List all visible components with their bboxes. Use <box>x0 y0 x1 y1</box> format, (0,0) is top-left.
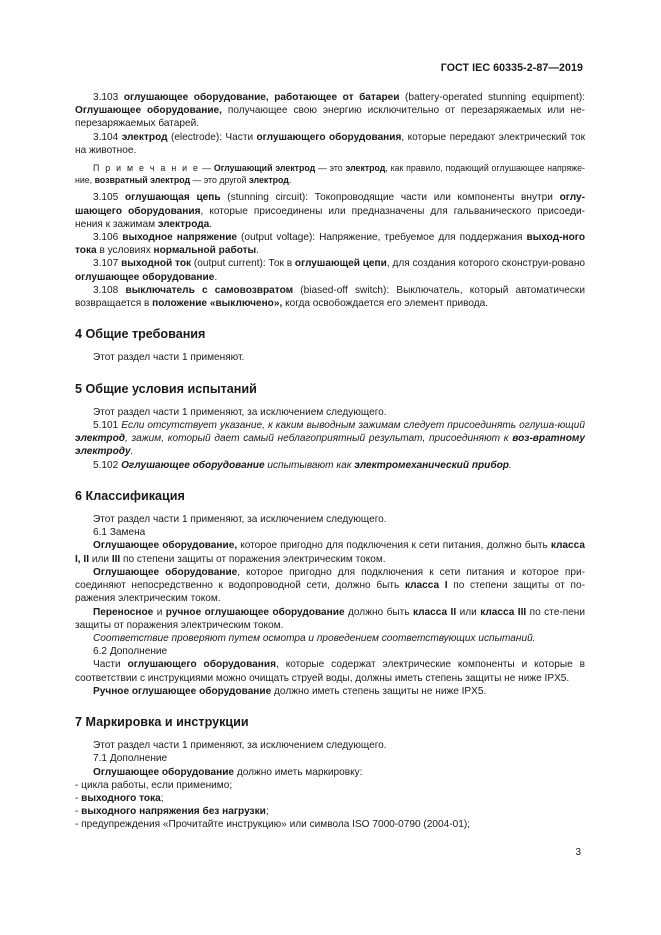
definition-text: (battery-operated stunning equipment): <box>399 92 586 103</box>
clause-text: испытывают как <box>264 459 355 471</box>
term-reference: электрода <box>157 218 210 230</box>
clause-5-102 <box>75 459 585 472</box>
clause-number: 5.101 <box>93 420 122 432</box>
term-reference: Ручное оглушающее оборудование <box>93 685 272 697</box>
definition-text: (electrode): Части <box>167 131 257 143</box>
compliance-statement: Соответствие проверяют путем осмотра и проведением соответствующих испытаний. <box>93 632 536 644</box>
section-4-heading: 4 Общие требования <box>75 327 206 342</box>
clause-text: и <box>153 606 166 618</box>
term-reference: Оглушающее оборудование <box>93 566 238 578</box>
list-item: - цикла работы, если применимо; <box>75 779 233 791</box>
definition-text: . <box>214 271 218 283</box>
clause-text: Части <box>93 659 128 671</box>
term-reference: оглу-шающего оборудования <box>75 192 585 217</box>
clause-text: по степени защиты от по-ражения электрическим током. <box>75 580 585 605</box>
definition-text: в условиях <box>96 245 154 257</box>
clause-text: Если отсутствует указание, к каким выводным зажимам следует присоединять оглуша-ющий <box>121 420 585 432</box>
list-text: ; <box>265 806 269 818</box>
definition-3-105 <box>75 191 585 231</box>
definition-text: , которые присоединены или предназначены для гальванического присоеди-нения к зажимам <box>75 205 585 230</box>
defined-term: выходной ток <box>121 258 192 270</box>
defined-term: выключатель с самовозвратом <box>125 284 294 296</box>
list-item <box>75 792 585 805</box>
clause-number: 3.103 <box>93 92 119 103</box>
subclause-7-1: 7.1 Дополнение <box>93 753 168 765</box>
clause-text: должно иметь маркировку: <box>234 766 363 778</box>
section-7-heading: 7 Маркировка и инструкции <box>75 714 249 729</box>
section-6-heading: 6 Классификация <box>75 488 185 503</box>
term-reference: Оглушающее оборудование, <box>75 105 222 117</box>
term-reference: электромеханический прибор <box>354 459 509 471</box>
note-text: , как правило, подающий оглушающее напряже-ние, <box>75 163 585 186</box>
clause-6-1-para-1 <box>75 539 585 565</box>
subclause-6-2: 6.2 Дополнение <box>93 646 168 658</box>
document-header: ГОСТ IEC 60335-2-87—2019 <box>440 62 583 74</box>
definition-text: когда освобождается его элемент привода. <box>282 298 489 310</box>
section-6-text: Этот раздел части 1 применяют, за исключением следующего. <box>93 514 387 526</box>
section-7-text: Этот раздел части 1 применяют, за исключением следующего. <box>93 740 387 752</box>
clause-number: 3.107 <box>93 258 119 270</box>
clause-text: должно быть <box>344 606 413 618</box>
definition-3-106 <box>75 231 585 257</box>
clause-text: , зажим, который дает самый неблагоприятный результат, присоединяют к <box>125 433 513 445</box>
definition-text: , для создания которого сконструи-ровано <box>386 258 586 270</box>
note-text: . <box>288 175 292 186</box>
note-text: — это <box>315 163 346 174</box>
clause-text: . <box>130 446 134 458</box>
defined-term: выходное напряжение <box>122 232 238 244</box>
clause-text: должно иметь степень защиты не ниже IPX5. <box>271 685 487 697</box>
list-bullet: - <box>75 806 82 818</box>
defined-term: оглушающая цепь <box>124 192 221 204</box>
term-reference: положение «выключено», <box>152 298 283 310</box>
term-reference: оглушающей цепи <box>294 258 387 270</box>
note <box>75 162 585 186</box>
term-reference: класса I, II <box>75 540 585 565</box>
clause-number: 3.105 <box>93 192 119 204</box>
term-reference: электрод <box>75 433 125 445</box>
list-text: ; <box>160 792 164 804</box>
section-5-heading: 5 Общие условия испытаний <box>75 381 257 396</box>
definition-text: получающее свою энергию исключительно от перезаряжаемых или не-перезаряжаемых батарей. <box>75 105 585 130</box>
term-reference: Переносное <box>93 606 154 618</box>
page-content <box>75 91 585 832</box>
clause-6-2-para-1 <box>75 658 585 684</box>
note-label: П р и м е ч а н и е <box>93 163 200 174</box>
note-text: — это другой <box>190 175 249 186</box>
clause-7-1-para-1 <box>75 766 585 779</box>
list-bullet: - <box>75 792 82 804</box>
clause-text: по сте-пени защиты от поражения электрическим током. <box>75 606 585 631</box>
term-reference: воз-вратному электроду <box>75 433 585 458</box>
term-reference: электрод <box>248 175 289 186</box>
term-reference: Оглушающий электрод <box>213 163 316 174</box>
definition-text: , которые передают электрический ток на животное. <box>75 131 585 156</box>
clause-text: или <box>89 553 112 565</box>
list-item <box>75 805 585 818</box>
clause-number: 3.104 <box>93 131 119 143</box>
section-4-text: Этот раздел части 1 применяют. <box>93 352 245 364</box>
term-reference: нормальной работы <box>153 245 257 257</box>
definition-3-108 <box>75 284 585 310</box>
definition-text: . <box>256 245 259 257</box>
clause-number: 3.108 <box>93 284 119 296</box>
term-reference: класса II <box>412 606 457 618</box>
clause-5-101 <box>75 419 585 459</box>
definition-text: (output current): Ток в <box>191 258 295 270</box>
clause-text: или <box>456 606 481 618</box>
clause-6-1-para-2 <box>75 566 585 606</box>
term-reference: оглушающее оборудование <box>75 271 215 283</box>
clause-number: 3.106 <box>93 232 119 244</box>
definition-text: . <box>209 218 213 230</box>
clause-text: , которые содержат электрические компоненты и которые в соответствии с инструкциями можно очищать струей воды, должны иметь степень защиты не ниже IPX5. <box>75 659 585 684</box>
subclause-6-1: 6.1 Замена <box>93 527 146 539</box>
term-reference: Оглушающее оборудование, <box>93 540 238 552</box>
defined-term: электрод <box>121 131 168 143</box>
list-item: - предупреждения «Прочитайте инструкцию» или символа ISO 7000-0790 (2004-01); <box>75 819 470 831</box>
term-reference: оглушающего оборудования <box>256 131 402 143</box>
definition-text: (stunning circuit): Токопроводящие части или компоненты внутри <box>220 192 560 204</box>
page-number: 3 <box>575 847 581 858</box>
term-reference: класса I <box>404 580 448 592</box>
term-reference: Оглушающее оборудование <box>121 459 265 471</box>
term-reference: выходного тока <box>81 792 161 804</box>
definition-3-104 <box>75 131 585 157</box>
clause-6-1-para-3 <box>75 606 585 632</box>
definition-text: (biased-off switch): Выключатель, который автоматически возвращается в <box>75 284 585 310</box>
term-reference: Оглушающее оборудование <box>93 766 235 778</box>
defined-term: оглушающее оборудование, работающее от батареи <box>123 92 400 103</box>
term-reference: электрод <box>345 163 386 174</box>
definition-text: (output voltage): Напряжение, требуемое для поддержания <box>237 232 527 244</box>
term-reference: выход-ного тока <box>75 232 585 257</box>
section-5-text: Этот раздел части 1 применяют, за исключением следующего. <box>93 406 387 418</box>
term-reference: выходного напряжения без нагрузки <box>81 806 266 818</box>
clause-text: . <box>508 459 512 471</box>
term-reference: возвратный электрод <box>94 175 191 186</box>
term-reference: класса III <box>480 606 527 618</box>
clause-text: , которое пригодно для подключения к сети питания и которое при-соединяют непосредственно к водопроводной сети, должно быть <box>75 566 585 592</box>
note-text: — <box>199 163 214 174</box>
definition-3-103 <box>75 91 585 131</box>
term-reference: оглушающего оборудования <box>127 659 276 671</box>
clause-text: по степени защиты от поражения электрическим током. <box>120 553 386 565</box>
definition-3-107 <box>75 257 585 283</box>
clause-6-2-para-2 <box>75 685 585 698</box>
term-reference: III <box>111 553 121 565</box>
clause-number: 5.102 <box>93 459 122 471</box>
term-reference: ручное оглушающее оборудование <box>165 606 345 618</box>
clause-text: которое пригодно для подключения к сети питания, должно быть <box>237 540 551 552</box>
